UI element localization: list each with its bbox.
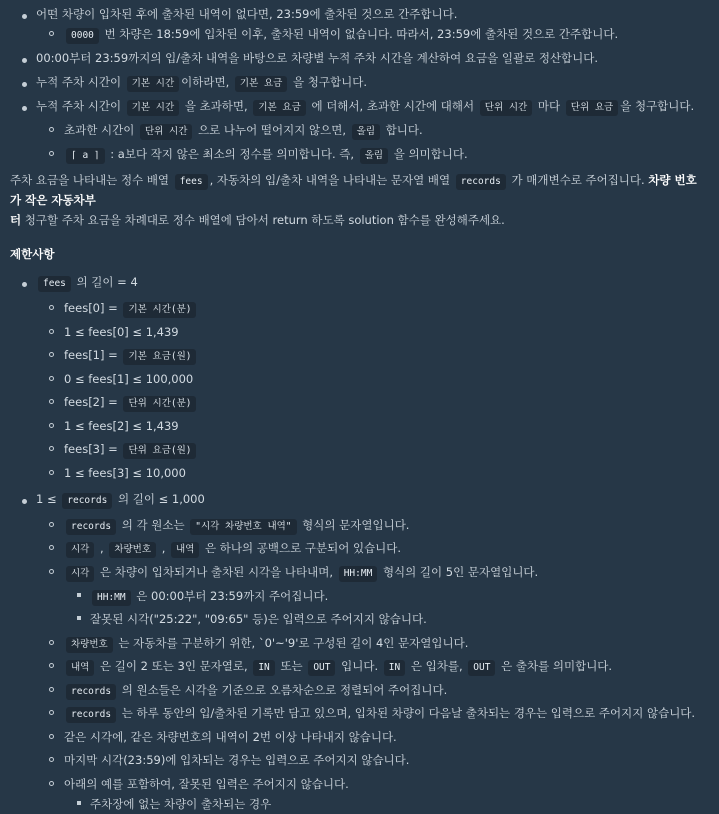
constraint-item [10,489,707,814]
text: 의 원소들은 시각을 기준으로 오름차순으로 정렬되어 주어집니다. [121,682,448,697]
text: 주차 요금을 나타내는 정수 배열 [10,173,170,187]
text: 마다 [537,99,561,113]
text: 1 ≤ [36,491,57,506]
rule-sublist [36,120,707,164]
text: 이하라면, [181,75,230,89]
inline-code: 차량번호 [109,542,156,558]
inline-code: 내역 [66,660,94,676]
text: 잘못된 시각("25:22", "09:65" 등)은 입력으로 주어지지 않습니다. [90,612,427,626]
text: 은 하나의 공백으로 구분되어 있습니다. [205,541,402,555]
records-item [36,562,707,630]
text: 의 길이 = 4 [76,275,138,289]
text: 의 각 원소는 [121,517,185,532]
fees-item [36,463,707,483]
rule-item [10,4,707,44]
records-subitem [64,586,707,606]
text: 은 길이 2 또는 3인 문자열로, [100,659,248,673]
constraint-sublist [36,298,707,483]
rule-subitem [36,144,707,164]
inline-code: 시각 [66,542,94,558]
text: 형식의 길이 5인 문자열입니다. [382,564,539,579]
text: 누적 주차 시간이 [36,75,122,89]
text: 또는 [280,659,303,673]
records-item [36,703,707,723]
text: 번 차량은 18:59에 입차된 이후, 출차된 내역이 없습니다. 따라서, 23:59에 출차된 것으로 간주합니다. [104,27,619,41]
text: 을 초과하면, [184,99,248,113]
inline-code: 올림 [352,124,380,140]
inline-code: 차량번호 [66,637,113,653]
text: 을 의미합니다. [393,147,468,161]
inline-code: HH:MM [339,566,378,582]
text: 의 길이 ≤ 1,000 [117,491,205,506]
problem-statement [10,170,707,230]
records-subitem [64,794,707,814]
text: 청구할 주차 요금을 차례대로 정수 배열에 담아서 return 하도록 solution 함수를 완성해주세요. [24,213,505,227]
text: 초과한 시간이 [64,123,135,137]
inline-code: 기본 요금 [253,100,305,116]
records-subitem [64,609,707,629]
text: 을 청구합니다. [293,75,367,89]
inline-code: 기본 시간(분) [123,302,196,318]
rule-subitem [36,24,707,44]
inline-code: 단위 시간 [140,124,192,140]
text: 은 차량이 입차되거나 출차된 시각을 나타내며, [100,564,334,579]
text: 0 ≤ fees[1] ≤ 100,000 [64,371,194,386]
text: 는 자동차를 구분하기 위한, `0'~'9'로 구성된 길이 4인 문자열입니다. [118,635,469,650]
inline-code: 기본 시간 [127,100,179,116]
records-item [36,774,707,814]
inline-code: IN [253,660,274,676]
inline-code: records [66,707,116,723]
text: , 자동차의 입/출차 내역을 나타내는 문자열 배열 [209,173,451,187]
fees-item [36,369,707,389]
rule-text: 어떤 차량이 입차된 후에 출차된 내역이 없다면, 23:59에 출차된 것으로 간주합니다. [36,7,458,21]
text: 은 출차를 의미합니다. [501,659,613,673]
text: fees[3] = [64,442,118,456]
text: 1 ≤ fees[0] ≤ 1,439 [64,324,179,339]
text: 누적 주차 시간이 [36,99,122,113]
inline-code: fees [175,174,208,190]
records-item [36,750,707,770]
rule-subitem [36,120,707,140]
inline-code: 기본 시간 [127,76,179,92]
text: 같은 시각에, 같은 차량번호의 내역이 2번 이상 나타내지 않습니다. [64,729,397,744]
rule-item [10,48,707,68]
inline-code: HH:MM [92,590,131,606]
text: 1 ≤ fees[3] ≤ 10,000 [64,465,186,480]
records-item [36,727,707,747]
inline-code: 기본 요금(원) [123,349,196,365]
constraints-list [10,272,707,814]
rule-item [10,96,707,164]
text: 을 청구합니다. [620,99,695,113]
fees-item [36,298,707,318]
inline-code: records [456,174,506,190]
text: fees[0] = [64,301,118,315]
text: fees[1] = [64,348,118,362]
fees-item [36,322,707,342]
records-item [36,538,707,558]
fees-item [36,392,707,412]
text: , [161,541,166,555]
fees-item [36,439,707,459]
text: 주차장에 없는 차량이 출차되는 경우 [90,796,272,811]
text: 는 하루 동안의 입/출차된 기록만 담고 있으며, 입차된 차량이 다음날 출차되는 경우는 입력으로 주어지지 않습니다. [121,706,696,720]
fees-item [36,416,707,436]
records-sublist [64,586,707,630]
inline-code: 올림 [360,148,388,164]
records-item [36,656,707,676]
text: 합니다. [385,123,423,137]
rule-item [10,72,707,92]
inline-code: records [62,493,112,509]
text: 으로 나누어 떨어지지 않으면, [198,123,346,137]
inline-code: 기본 요금 [235,76,287,92]
text: 입니다. [341,659,379,673]
text: 가 매개변수로 주어집니다. [511,173,645,187]
inline-code: "시각 차량번호 내역" [190,519,296,535]
inline-code: fees [38,276,71,292]
inline-code: records [66,684,116,700]
text: 에 더해서, 초과한 시간에 대해서 [311,99,475,113]
inline-code: 단위 시간 [480,100,532,116]
text: 마지막 시각(23:59)에 입차되는 경우는 입력으로 주어지지 않습니다. [64,753,410,767]
rules-list [10,4,707,164]
rule-text: 00:00부터 23:59까지의 입/출차 내역을 바탕으로 차량별 누적 주차 시간을 계산하여 요금을 일괄로 정산합니다. [36,51,599,65]
bold-text: 차량 번호가 작은 자동차부 [10,173,697,207]
records-item [36,515,707,535]
text: : a보다 작지 않은 최소의 정수를 의미합니다. 즉, [110,147,355,161]
inline-code: 단위 요금 [566,100,618,116]
records-item [36,633,707,653]
text: 은 00:00부터 23:59까지 주어집니다. [136,588,329,603]
inline-code: OUT [468,660,495,676]
records-sublist [64,794,707,814]
text: , [100,541,104,555]
inline-code: OUT [308,660,335,676]
inline-code: 내역 [171,542,199,558]
text: 형식의 문자열입니다. [302,517,410,532]
constraint-sublist [36,515,707,814]
bold-text: 터 [10,213,22,227]
text: 은 입차를, [410,659,463,673]
inline-code: 단위 요금(원) [123,443,196,459]
inline-code: 0000 [66,28,99,44]
inline-code: 시각 [66,566,94,582]
text: 1 ≤ fees[2] ≤ 1,439 [64,418,179,433]
inline-code: 단위 시간(분) [123,396,196,412]
text: fees[2] = [64,395,118,409]
records-item [36,680,707,700]
inline-code: ⌈ a ⌉ [66,148,105,164]
fees-item [36,345,707,365]
inline-code: IN [384,660,405,676]
constraint-item [10,272,707,483]
rule-sublist [36,24,707,44]
text: 아래의 예를 포함하여, 잘못된 입력은 주어지지 않습니다. [64,776,349,791]
constraints-heading: 제한사항 [10,247,55,261]
inline-code: records [66,519,116,535]
